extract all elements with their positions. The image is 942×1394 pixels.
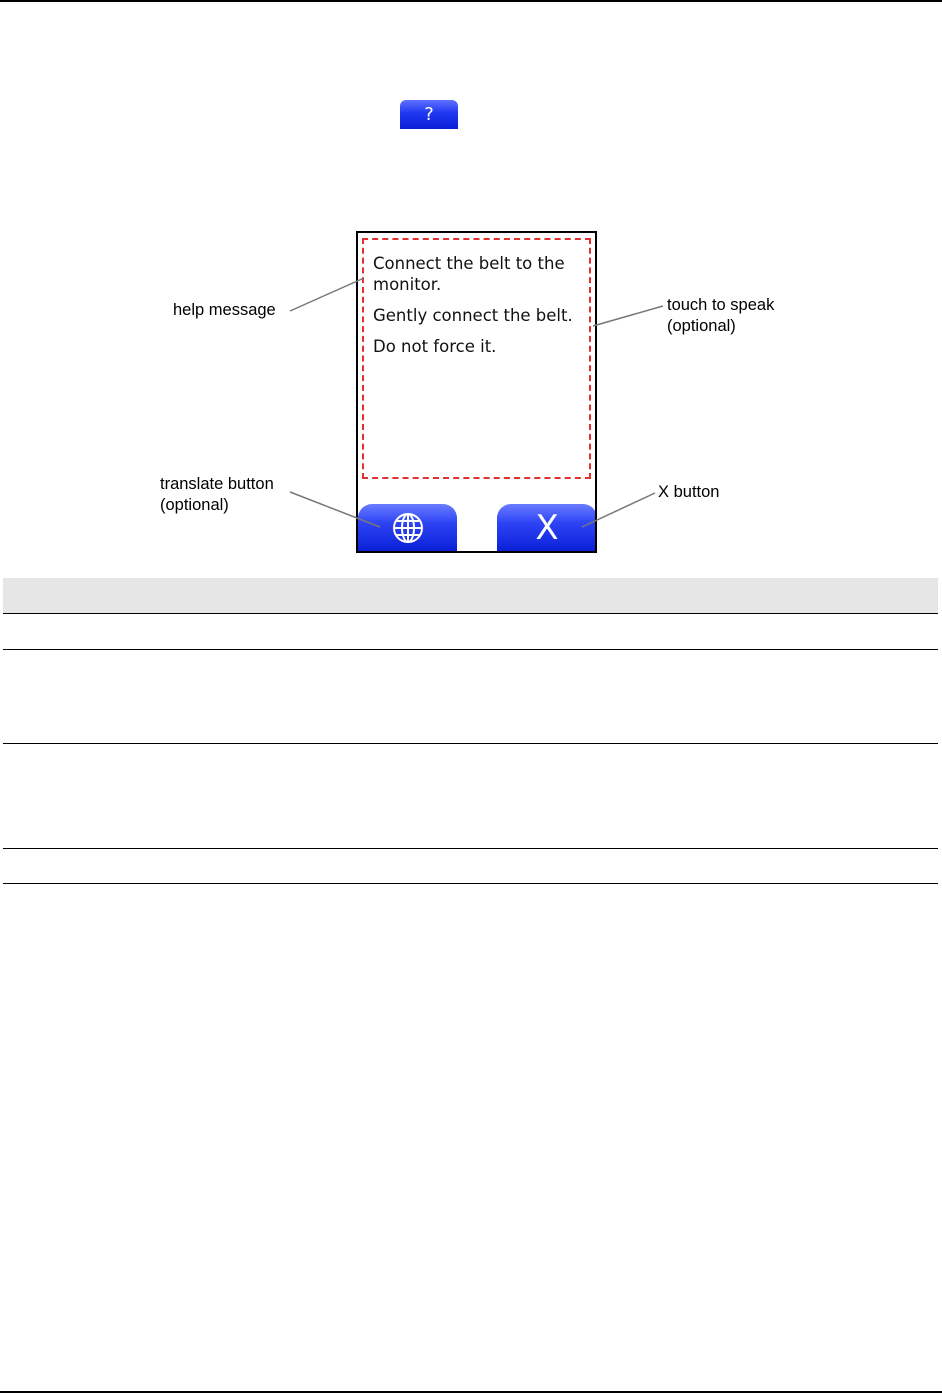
- help-message-area[interactable]: [362, 238, 591, 479]
- table-rule-3: [3, 743, 938, 744]
- help-message-line-2: Gently connect the belt.: [373, 306, 573, 325]
- table-rule-1: [3, 613, 938, 614]
- top-rule: [0, 0, 942, 2]
- callout-translate-line2: (optional): [160, 496, 229, 514]
- table-rule-4: [3, 848, 938, 849]
- leader-help-message: [290, 278, 364, 311]
- help-message-line-3: Do not force it.: [373, 337, 497, 356]
- callout-translate-line1: translate button: [160, 475, 274, 493]
- help-button[interactable]: ?: [400, 100, 458, 129]
- callout-help-message: help message: [173, 301, 276, 319]
- callout-x-button: X button: [658, 483, 720, 501]
- callout-touch-to-speak: [667, 295, 774, 337]
- x-button-label: X: [535, 507, 559, 548]
- help-message-line-1: Connect the belt to the monitor.: [373, 254, 565, 294]
- globe-icon: [391, 511, 425, 545]
- leader-touch-to-speak: [593, 306, 663, 326]
- x-button[interactable]: [497, 504, 597, 551]
- callout-translate-button: [160, 474, 274, 516]
- translate-button[interactable]: [358, 504, 457, 551]
- bottom-rule: [0, 1391, 942, 1393]
- table-header-row: [3, 578, 938, 613]
- callout-touch-to-speak-line1: touch to speak: [667, 296, 775, 314]
- callout-touch-to-speak-line2: (optional): [667, 317, 736, 335]
- table-rule-2: [3, 649, 938, 650]
- device-screen: [356, 231, 597, 553]
- table-rule-5: [3, 883, 938, 884]
